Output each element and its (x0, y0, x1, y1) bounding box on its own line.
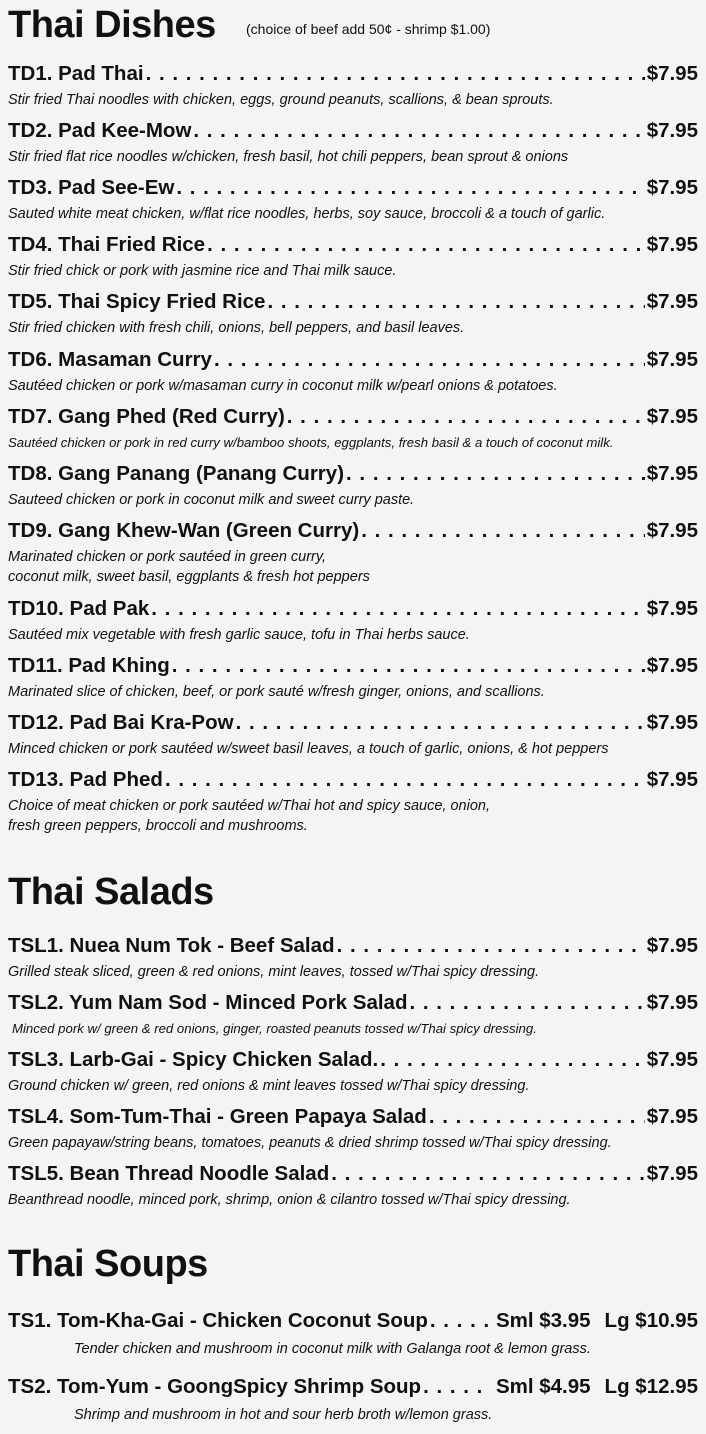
item-price-large: Lg $12.95 (604, 1375, 698, 1398)
item-price: $7.95 (646, 348, 698, 371)
menu-item (8, 119, 698, 167)
item-name: TSL2. Yum Nam Sod - Minced Pork Salad (8, 991, 408, 1014)
item-description: Stir fried Thai noodles with chicken, eggs, ground peanuts, scallions, & bean sprouts. (8, 92, 554, 108)
item-description: Sautéed chicken or pork in red curry w/bamboo shoots, eggplants, fresh basil & a touch of coconut milk. (8, 435, 614, 450)
item-name: TS1. Tom-Kha-Gai - Chicken Coconut Soup (8, 1309, 428, 1332)
leader-dots (207, 233, 645, 257)
item-description: Sautéed chicken or pork w/masaman curry in coconut milk w/pearl onions & potatoes. (8, 378, 558, 394)
item-description: Beanthread noodle, minced pork, shrimp, onion & cilantro tossed w/Thai spicy dressing. (8, 1192, 571, 1208)
leader-dots (380, 1048, 644, 1072)
item-name: TD13. Pad Phed (8, 768, 163, 791)
item-price: $7.95 (646, 1105, 698, 1128)
item-description: Ground chicken w/ green, red onions & mint leaves tossed w/Thai spicy dressing. (8, 1078, 530, 1094)
menu-item (8, 1048, 698, 1096)
item-price: $7.95 (646, 119, 698, 142)
item-price: $7.95 (646, 597, 698, 620)
item-price: $7.95 (646, 654, 698, 677)
leader-dots (429, 1105, 645, 1129)
menu-item (8, 654, 698, 702)
leader-dots (214, 348, 645, 372)
item-price-small: Sml $4.95 (495, 1375, 591, 1398)
item-description: Grilled steak sliced, green & red onions, mint leaves, tossed w/Thai spicy dressing. (8, 964, 540, 980)
item-price: $7.95 (646, 1162, 698, 1185)
item-price: $7.95 (646, 711, 698, 734)
thai-dishes-note: (choice of beef add 50¢ - shrimp $1.00) (246, 21, 491, 37)
item-price: $7.95 (646, 62, 698, 85)
leader-dots (193, 119, 644, 143)
item-price: $7.95 (646, 462, 698, 485)
menu-item (8, 1105, 698, 1153)
menu-item (8, 519, 698, 587)
item-description: Stir fried chick or pork with jasmine rice and Thai milk sauce. (8, 263, 397, 279)
item-name: TD7. Gang Phed (Red Curry) (8, 405, 285, 428)
menu-item (8, 768, 698, 836)
item-name: TSL3. Larb-Gai - Spicy Chicken Salad. (8, 1048, 379, 1071)
menu-item (8, 233, 698, 281)
menu-item (8, 62, 698, 110)
menu-item (8, 991, 698, 1039)
leader-dots (361, 519, 644, 543)
item-description: Shrimp and mushroom in hot and sour herb broth w/lemon grass. (74, 1407, 493, 1423)
item-price: $7.95 (646, 233, 698, 256)
item-name: TD9. Gang Khew-Wan (Green Curry) (8, 519, 360, 542)
menu-item (8, 462, 698, 510)
menu-item (8, 176, 698, 224)
item-price-large: Lg $10.95 (604, 1309, 698, 1332)
leader-dots (430, 1309, 490, 1333)
item-description: Tender chicken and mushroom in coconut milk with Galanga root & lemon grass. (74, 1341, 591, 1357)
item-name: TS2. Tom-Yum - GoongSpicy Shrimp Soup (8, 1375, 422, 1398)
item-description: Sautéed mix vegetable with fresh garlic sauce, tofu in Thai herbs sauce. (8, 627, 470, 643)
item-price-small: Sml $3.95 (495, 1309, 591, 1332)
item-name: TD2. Pad Kee-Mow (8, 119, 192, 142)
leader-dots (172, 654, 645, 678)
item-price: $7.95 (646, 176, 698, 199)
leader-dots (236, 711, 645, 735)
item-description: Minced chicken or pork sautéed w/sweet basil leaves, a touch of garlic, onions, & hot peppers (8, 741, 609, 757)
item-price: $7.95 (646, 768, 698, 791)
item-description: Sauteed chicken or pork in coconut milk and sweet curry paste. (8, 492, 415, 508)
item-description: Marinated slice of chicken, beef, or pork sauté w/fresh ginger, onions, and scallions. (8, 684, 545, 700)
menu-item (8, 934, 698, 982)
item-price: $7.95 (646, 519, 698, 542)
item-name: TD8. Gang Panang (Panang Curry) (8, 462, 345, 485)
item-description: Choice of meat chicken or pork sautéed w/Thai hot and spicy sauce, onion, (8, 798, 490, 814)
menu-item (8, 290, 698, 338)
item-description: Sauted white meat chicken, w/flat rice noodles, herbs, soy sauce, broccoli & a touch of garlic. (8, 206, 606, 222)
item-description-line2: fresh green peppers, broccoli and mushrooms. (8, 818, 308, 834)
item-description: Marinated chicken or pork sautéed in green curry, (8, 549, 327, 565)
leader-dots (287, 405, 645, 429)
leader-dots (423, 1375, 490, 1399)
leader-dots (331, 1162, 644, 1186)
leader-dots (346, 462, 645, 486)
leader-dots (176, 176, 644, 200)
item-name: TD5. Thai Spicy Fried Rice (8, 290, 266, 313)
menu-item (8, 1375, 698, 1425)
leader-dots (151, 597, 644, 621)
menu-item (8, 348, 698, 396)
item-name: TD12. Pad Bai Kra-Pow (8, 711, 234, 734)
item-price: $7.95 (646, 991, 698, 1014)
item-name: TSL1. Nuea Num Tok - Beef Salad (8, 934, 335, 957)
menu-item (8, 1309, 698, 1359)
item-description: Stir fried flat rice noodles w/chicken, fresh basil, hot chili peppers, bean sprout & onions (8, 149, 569, 165)
item-description: Stir fried chicken with fresh chili, onions, bell peppers, and basil leaves. (8, 320, 465, 336)
item-name: TD6. Masaman Curry (8, 348, 212, 371)
item-name: TD10. Pad Pak (8, 597, 150, 620)
thai-salads-title: Thai Salads (8, 871, 214, 913)
item-name: TSL4. Som-Tum-Thai - Green Papaya Salad (8, 1105, 427, 1128)
thai-dishes-title: Thai Dishes (8, 4, 216, 46)
item-price: $7.95 (646, 934, 698, 957)
item-price: $7.95 (646, 290, 698, 313)
item-name: TSL5. Bean Thread Noodle Salad (8, 1162, 330, 1185)
leader-dots (409, 991, 644, 1015)
menu-item (8, 711, 698, 759)
leader-dots (267, 290, 644, 314)
item-price: $7.95 (646, 405, 698, 428)
item-description: Minced pork w/ green & red onions, ginger, roasted peanuts tossed w/Thai spicy dressing. (12, 1021, 537, 1036)
item-price: $7.95 (646, 1048, 698, 1071)
item-description-line2: coconut milk, sweet basil, eggplants & fresh hot peppers (8, 569, 370, 585)
item-name: TD4. Thai Fried Rice (8, 233, 206, 256)
item-name: TD11. Pad Khing (8, 654, 170, 677)
thai-soups-title: Thai Soups (8, 1243, 208, 1285)
menu-item (8, 1162, 698, 1210)
item-description: Green papayaw/string beans, tomatoes, peanuts & dried shrimp tossed w/Thai spicy dressing. (8, 1135, 612, 1151)
item-name: TD3. Pad See-Ew (8, 176, 175, 199)
leader-dots (146, 62, 645, 86)
menu-item (8, 597, 698, 645)
leader-dots (165, 768, 645, 792)
menu-item (8, 405, 698, 453)
item-name: TD1. Pad Thai (8, 62, 144, 85)
leader-dots (337, 934, 645, 958)
